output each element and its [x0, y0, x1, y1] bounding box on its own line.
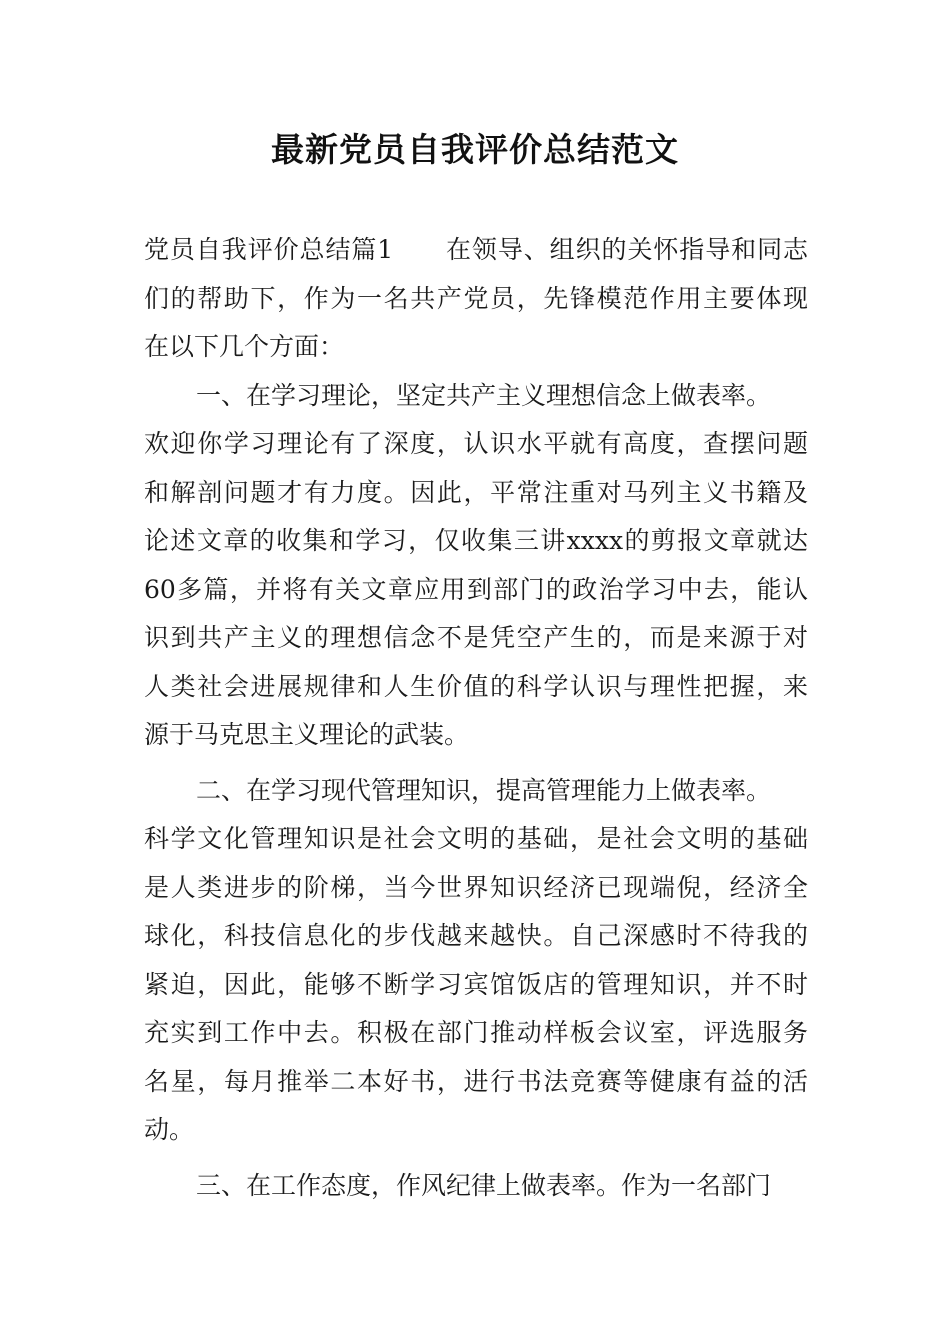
text-line: 名星，每月推举二本好书，进行书法竞赛等健康有益的活 [144, 1066, 808, 1096]
text-line: 识到共产主义的理想信念不是凭空产生的，而是来源于对 [144, 623, 808, 652]
text-line: 党员自我评价总结篇1 在领导、组织的关怀指导和同志 [144, 235, 808, 264]
text-line: 科学文化管理知识是社会文明的基础，是社会文明的基础 [144, 824, 808, 853]
text-line [144, 1162, 808, 1211]
paragraph-1 [144, 226, 808, 372]
text-line-content: 二、在学习现代管理知识，提高管理能力上做表率。 [196, 775, 772, 805]
text-line: 和解剖问题才有力度。因此，平常注重对马列主义书籍及 [144, 477, 808, 507]
text-line: 动。 [144, 1115, 195, 1144]
paragraph-spacer [144, 1155, 808, 1162]
text-line [144, 372, 808, 421]
text-line: 们的帮助下，作为一名共产党员，先锋模范作用主要体现 [144, 283, 808, 313]
paragraph-3 [144, 767, 808, 1155]
document-body [144, 226, 808, 1210]
text-line: 充实到工作中去。积极在部门推动样板会议室，评选服务 [144, 1018, 808, 1047]
text-line: 源于马克思主义理论的武装。 [144, 720, 470, 749]
text-line [144, 767, 808, 816]
paragraph-2 [144, 372, 808, 760]
text-line-content: 一、在学习理论，坚定共产主义理想信念上做表率。 [196, 380, 772, 410]
text-line: 60多篇，并将有关文章应用到部门的政治学习中去，能认 [144, 574, 808, 604]
text-line-content: 三、在工作态度，作风纪律上做表率。作为一名部门 [196, 1170, 772, 1200]
text-line: 紧迫，因此，能够不断学习宾馆饭店的管理知识，并不时 [144, 969, 808, 999]
text-line: 论述文章的收集和学习，仅收集三讲xxxx的剪报文章就达 [144, 526, 808, 555]
paragraph-4 [144, 1162, 808, 1211]
document-title: 最新党员自我评价总结范文 [271, 130, 679, 169]
text-line: 欢迎你学习理论有了深度，认识水平就有高度，查摆问题 [144, 429, 808, 458]
text-line: 是人类进步的阶梯，当今世界知识经济已现端倪，经济全 [144, 872, 808, 902]
text-line: 人类社会进展规律和人生价值的科学认识与理性把握，来 [144, 671, 808, 701]
paragraph-spacer [144, 760, 808, 767]
text-line: 球化，科技信息化的步伐越来越快。自己深感时不待我的 [144, 921, 808, 950]
text-line: 在以下几个方面： [144, 332, 345, 361]
